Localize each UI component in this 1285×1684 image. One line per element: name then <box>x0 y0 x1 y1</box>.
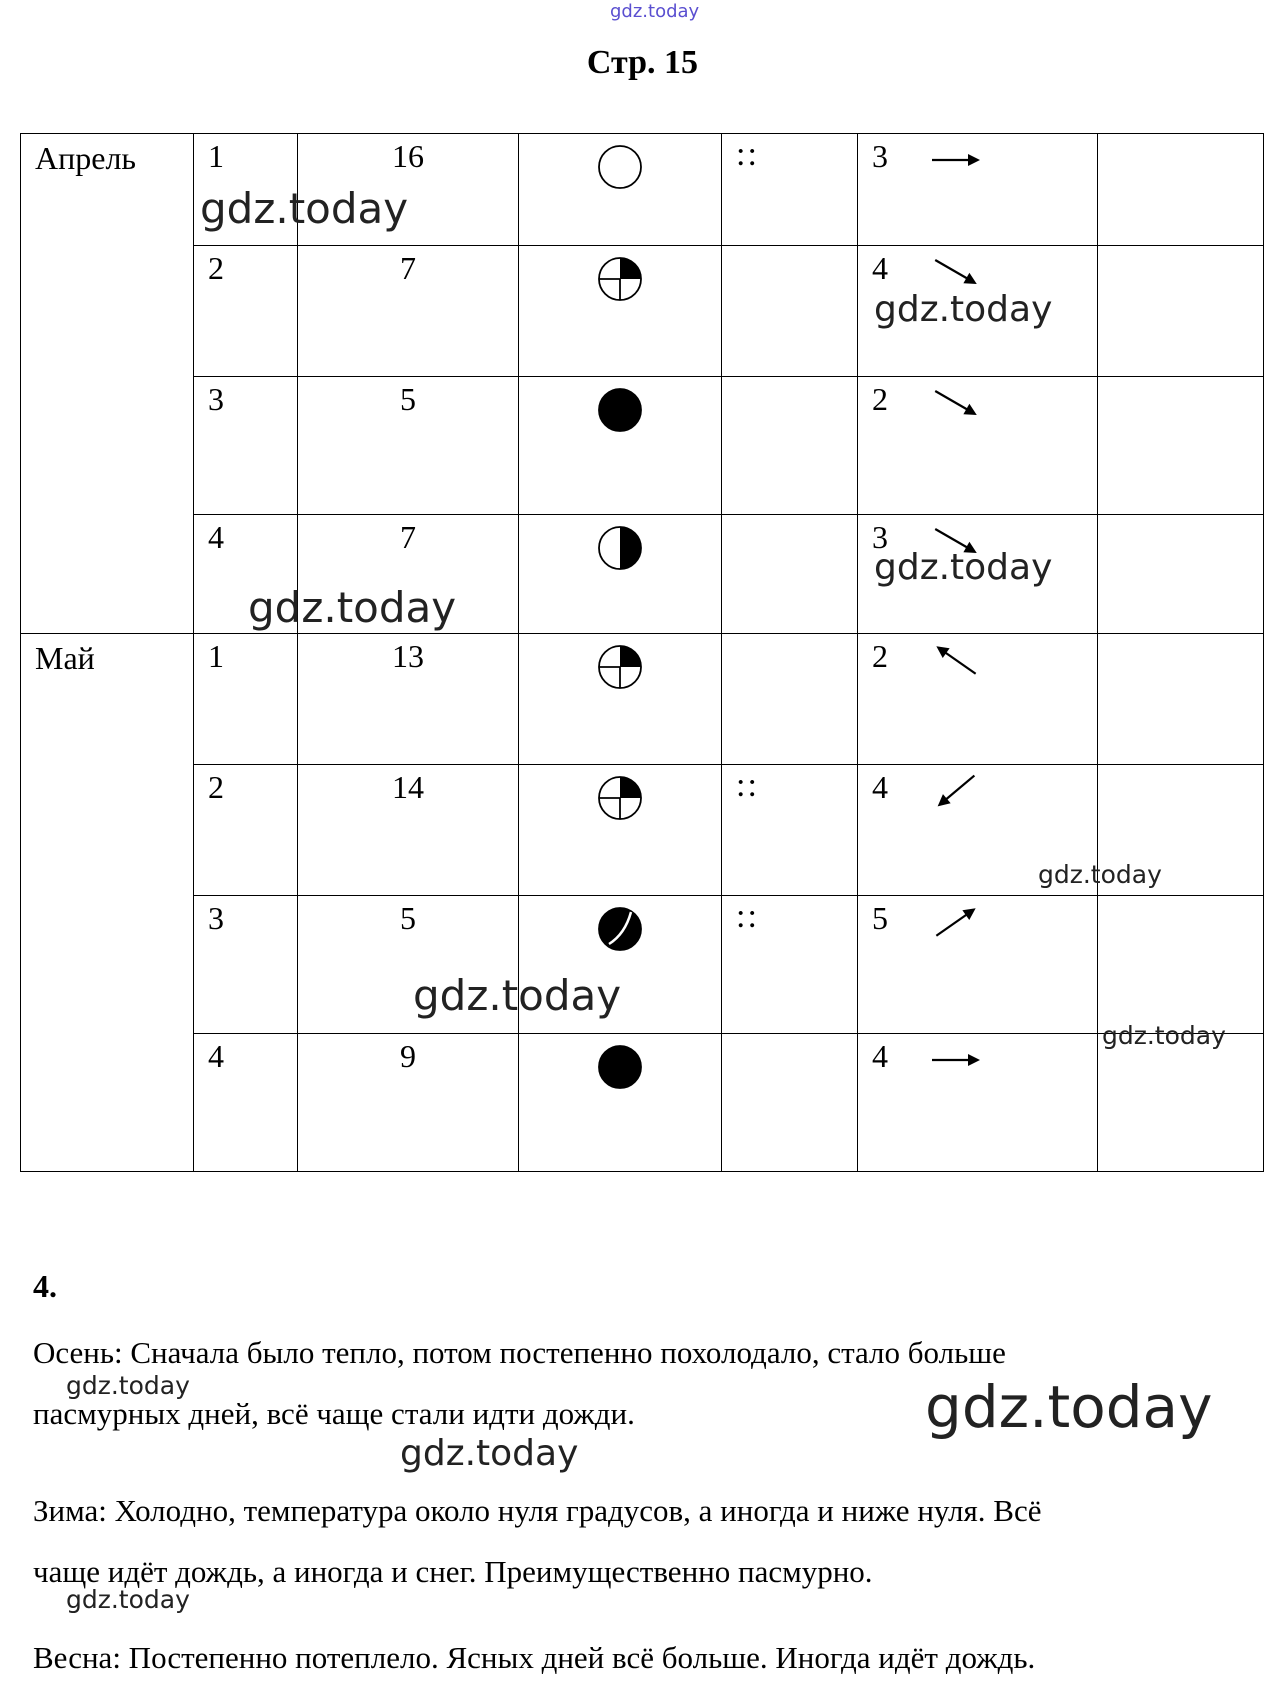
temperature-cell: 7 <box>298 246 519 377</box>
overcast-icon <box>519 385 721 435</box>
week-number-cell: 4 <box>194 515 298 634</box>
watermark: gdz.today <box>66 1585 190 1614</box>
month-cell: Май <box>21 634 194 1172</box>
temperature-cell: 13 <box>298 634 519 765</box>
watermark: gdz.today <box>874 547 1053 588</box>
overcast-icon <box>519 1042 721 1092</box>
wind-cell <box>858 515 1098 634</box>
east-arrow-icon <box>926 1038 986 1074</box>
watermark: gdz.today <box>925 1373 1213 1441</box>
precipitation-cell <box>722 377 858 515</box>
precipitation-cell <box>722 1034 858 1172</box>
table-row <box>21 246 1264 377</box>
empty-cell <box>1098 896 1264 1034</box>
wind-cell <box>858 1034 1098 1172</box>
wind-speed: 2 <box>872 381 888 417</box>
wind-cell <box>858 765 1098 896</box>
half-cloudy-icon <box>519 523 721 573</box>
wind-speed: 4 <box>872 250 888 286</box>
autumn-paragraph-line2: пасмурных дней, всё чаще стали идти дожди. <box>33 1396 635 1431</box>
watermark: gdz.today <box>874 289 1053 330</box>
temperature-cell: 5 <box>298 377 519 515</box>
cloudiness-cell <box>519 377 722 515</box>
week-number-cell: 3 <box>194 896 298 1034</box>
week-number-cell: 4 <box>194 1034 298 1172</box>
watermark-top: gdz.today <box>610 1 700 22</box>
partly-cloudy-icon <box>519 254 721 304</box>
precipitation-cell <box>722 634 858 765</box>
week-number-cell: 1 <box>194 634 298 765</box>
wind-cell <box>858 246 1098 377</box>
temperature-cell: 9 <box>298 1034 519 1172</box>
week-number-cell: 1 <box>194 134 298 246</box>
east-arrow-icon <box>926 138 986 174</box>
wind-cell <box>858 134 1098 246</box>
week-number-cell: 3 <box>194 377 298 515</box>
month-cell: Апрель <box>21 134 194 634</box>
precipitation-cell: :: <box>722 134 858 246</box>
week-number-cell: 2 <box>194 765 298 896</box>
empty-cell <box>1098 134 1264 246</box>
spring-paragraph-line1: Весна: Постепенно потеплело. Ясных дней всё больше. Иногда идёт дождь. <box>33 1640 1036 1675</box>
clear-sky-icon <box>519 142 721 192</box>
watermark: gdz.today <box>66 1371 190 1400</box>
wind-speed: 2 <box>872 638 888 674</box>
southeast-arrow-icon <box>926 519 986 555</box>
precipitation-cell <box>722 246 858 377</box>
empty-cell <box>1098 634 1264 765</box>
northeast-arrow-icon <box>926 900 986 936</box>
partly-cloudy-icon <box>519 642 721 692</box>
watermark: gdz.today <box>413 971 622 1020</box>
page-title: Стр. 15 <box>586 44 699 81</box>
temperature-cell: 16 <box>298 134 519 246</box>
watermark: gdz.today <box>400 1433 579 1474</box>
table-row <box>21 1034 1264 1172</box>
precipitation-cell: :: <box>722 896 858 1034</box>
cloudiness-cell <box>519 634 722 765</box>
cloudiness-cell <box>519 1034 722 1172</box>
temperature-cell: 5 <box>298 896 519 1034</box>
wind-cell <box>858 896 1098 1034</box>
watermark: gdz.today <box>200 184 409 233</box>
wind-cell <box>858 377 1098 515</box>
partly-cloudy-icon <box>519 773 721 823</box>
winter-paragraph-line2: чаще идёт дождь, а иногда и снег. Преимущественно пасмурно. <box>33 1554 873 1589</box>
section-number: 4. <box>33 1268 57 1304</box>
temperature-cell: 7 <box>298 515 519 634</box>
southeast-arrow-icon <box>926 381 986 417</box>
empty-cell <box>1098 1034 1264 1172</box>
week-number-cell: 2 <box>194 246 298 377</box>
watermark: gdz.today <box>1038 860 1162 889</box>
autumn-paragraph-line1: Осень: Сначала было тепло, потом постепенно похолодало, стало больше <box>33 1335 1006 1370</box>
cloudy-with-gaps-icon <box>519 904 721 954</box>
table-row <box>21 896 1264 1034</box>
southwest-arrow-icon <box>926 769 986 805</box>
wind-speed: 4 <box>872 1038 888 1074</box>
wind-speed: 3 <box>872 519 888 555</box>
northwest-arrow-icon <box>926 638 986 674</box>
wind-speed: 5 <box>872 900 888 936</box>
empty-cell <box>1098 377 1264 515</box>
cloudiness-cell <box>519 134 722 246</box>
cloudiness-cell <box>519 246 722 377</box>
temperature-cell: 14 <box>298 765 519 896</box>
cloudiness-cell <box>519 896 722 1034</box>
table-row <box>21 634 1264 765</box>
wind-speed: 3 <box>872 138 888 174</box>
empty-cell <box>1098 246 1264 377</box>
southeast-arrow-icon <box>926 250 986 286</box>
cloudiness-cell <box>519 515 722 634</box>
table-row <box>21 377 1264 515</box>
cloudiness-cell <box>519 765 722 896</box>
table-row <box>21 134 1264 246</box>
wind-speed: 4 <box>872 769 888 805</box>
precipitation-cell <box>722 515 858 634</box>
empty-cell <box>1098 515 1264 634</box>
wind-cell <box>858 634 1098 765</box>
empty-cell <box>1098 765 1264 896</box>
weather-table <box>20 133 1264 1172</box>
table-row <box>21 515 1264 634</box>
precipitation-cell: :: <box>722 765 858 896</box>
watermark: gdz.today <box>1102 1021 1226 1050</box>
table-row <box>21 765 1264 896</box>
watermark: gdz.today <box>248 583 457 632</box>
winter-paragraph-line1: Зима: Холодно, температура около нуля градусов, а иногда и ниже нуля. Всё <box>33 1493 1042 1528</box>
